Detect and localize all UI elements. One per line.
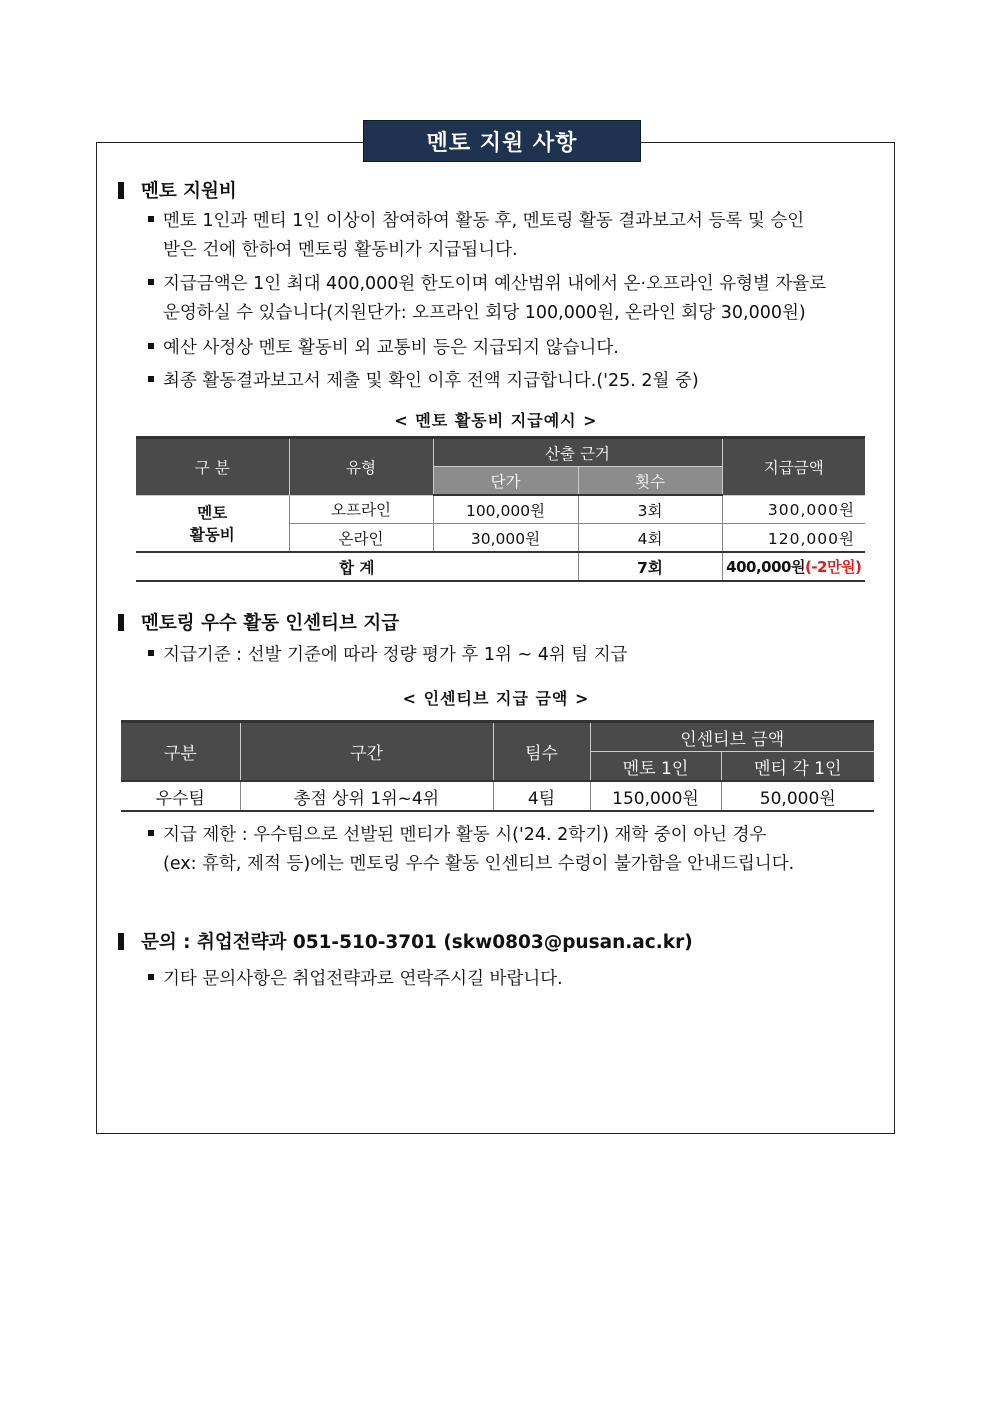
table-caption: < 멘토 활동비 지급예시 > [394,411,598,430]
square-bullet-icon [148,216,154,222]
list-item [148,641,628,670]
cell-unit-price: 30,000원 [433,524,578,553]
square-bullet-icon [148,343,154,349]
list-item-text: 멘토 1인과 멘티 1인 이상이 참여하여 활동 후, 멘토링 활동 결과보고서 등록 및 승인 [163,211,805,231]
mentor-fee-table [136,436,865,582]
list-item [148,367,699,396]
section-heading-contact [118,928,693,954]
header-type: 유형 [289,438,433,496]
total-count: 7회 [578,552,722,581]
table-caption: < 인센티브 지급 금액 > [402,689,590,708]
cell-mentor: 150,000원 [590,781,721,811]
section-heading-incentive [118,609,399,635]
cell-category: 우수팀 [121,781,240,811]
bullet-bar-icon [118,614,124,631]
list-item-text: 받은 건에 한하여 멘토링 활동비가 지급됩니다. [163,240,518,260]
header-mentee: 멘티 각 1인 [721,752,874,782]
list-item-text: 지급금액은 1인 최대 400,000원 한도이며 예산범위 내에서 온·오프라인 유형별 자율로 [163,274,827,294]
header-unit-price: 단가 [433,467,578,496]
cell-range: 총점 상위 1위~4위 [240,781,493,811]
square-bullet-icon [148,279,154,285]
header-amount: 지급금액 [722,438,865,496]
square-bullet-icon [148,830,154,836]
header-category: 구분 [121,722,240,782]
list-item-text: 최종 활동결과보고서 제출 및 확인 이후 전액 지급합니다.('25. 2월 중) [163,371,699,391]
list-item [148,334,619,363]
list-item [148,821,888,879]
header-mentor: 멘토 1인 [590,752,721,782]
header-count: 횟수 [578,467,722,496]
total-amount-value: 400,000원 [726,558,805,576]
list-item-text: (ex: 휴학, 제적 등)에는 멘토링 우수 활동 인센티브 수령이 불가함을 안내드립니다. [163,854,795,874]
total-amount-note: (-2만원) [804,558,862,576]
bullet-bar-icon [118,182,124,199]
row-label-line: 활동비 [189,526,235,545]
header-teams: 팀수 [493,722,590,782]
table-total-row [136,552,865,581]
table-row [121,781,874,811]
section-heading-text: 멘토 지원비 [141,181,237,202]
cell-type: 온라인 [289,524,433,553]
total-label: 합 계 [136,552,578,581]
total-amount [722,552,865,581]
page-title: 멘토 지원 사항 [363,120,641,162]
square-bullet-icon [148,974,154,980]
cell-teams: 4팀 [493,781,590,811]
table-row [136,495,865,524]
section-heading-mentor-support [118,177,237,203]
list-item [148,270,826,328]
section-heading-text: 문의 : 취업전략과 051-510-3701 (skw0803@pusan.ac.kr) [141,932,693,953]
list-item [148,207,804,265]
incentive-table [121,720,874,812]
header-basis: 산출 근거 [433,438,722,467]
list-item-text: 운영하실 수 있습니다(지원단가: 오프라인 회당 100,000원, 온라인 회당 30,000원) [163,303,806,323]
section-heading-text: 멘토링 우수 활동 인센티브 지급 [141,613,400,634]
row-label-line: 멘토 [197,504,228,523]
header-category: 구 분 [136,438,289,496]
cell-type: 오프라인 [289,495,433,524]
header-incentive: 인센티브 금액 [590,722,874,752]
bullet-bar-icon [118,933,124,950]
cell-amount: 120,000원 [722,524,865,553]
cell-mentee: 50,000원 [721,781,874,811]
header-range: 구간 [240,722,493,782]
list-item-text: 예산 사정상 멘토 활동비 외 교통비 등은 지급되지 않습니다. [163,338,619,358]
list-item [148,965,563,994]
cell-count: 3회 [578,495,722,524]
list-item-text: 지급 제한 : 우수팀으로 선발된 멘티가 활동 시('24. 2학기) 재학 중이 아닌 경우 [163,825,767,845]
list-item-text: 지급기준 : 선발 기준에 따라 정량 평가 후 1위 ~ 4위 팀 지급 [163,645,628,665]
cell-unit-price: 100,000원 [433,495,578,524]
square-bullet-icon [148,376,154,382]
square-bullet-icon [148,650,154,656]
row-label [136,495,289,552]
cell-count: 4회 [578,524,722,553]
list-item-text: 기타 문의사항은 취업전략과로 연락주시길 바랍니다. [163,969,563,989]
cell-amount: 300,000원 [722,495,865,524]
